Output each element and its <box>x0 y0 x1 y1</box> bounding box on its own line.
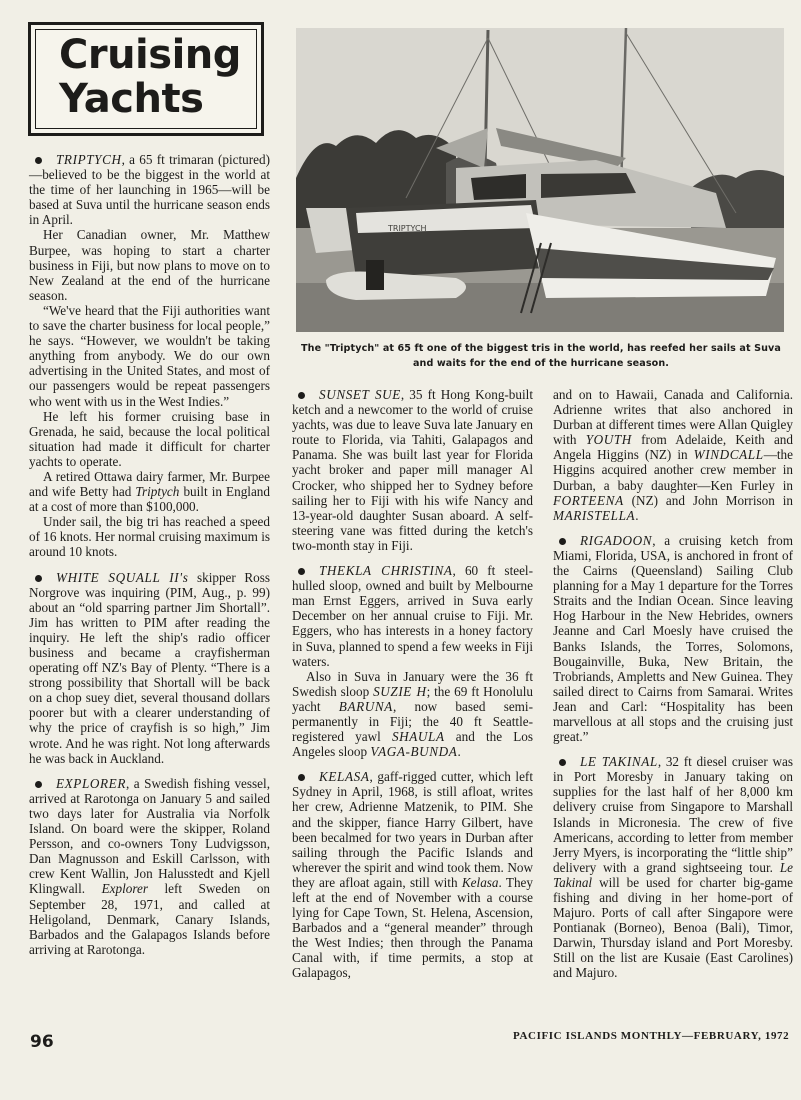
page-title-line2: Yachts <box>59 76 204 122</box>
yacht-name-sunset-sue: SUNSET SUE <box>319 387 401 402</box>
paragraph-text: , a 65 ft trimaran (pictured)—believed to be the biggest in the world at the time of her launching in 1965—will be based at Suva until the hurricane season ends in April. <box>29 152 270 228</box>
paragraph: “We've heard that the Fiji authorities want to save the charter business for local people,” he says. “However, we wouldn't be taking anything from anybody. We do our own advertising in the United States, and most of our passengers would be repeat passengers who went with us in the West Indies.” <box>29 302 270 409</box>
photo-caption: The "Triptych" at 65 ft one of the biggest tris in the world, has reefed her sails at Suva and waits for the end of the hurricane season. <box>301 343 781 369</box>
entry-rigadoon <box>553 533 793 744</box>
page-title <box>59 33 241 121</box>
paragraph-text: , 32 ft diesel cruiser was in Port Moresby in January taking on supplies for the last half of her 8,000 km delivery cruise from Singapore to Marshall Islands in Micronesia. The crew of five Americans, according to letter from member Jerry Myers, is incorporating the “little ship” delivery with a grand sightseeing tour. <box>553 754 793 875</box>
yacht-name-maristella: MARISTELLA <box>553 507 636 523</box>
paragraph-text: left Sweden on September 28, 1971, and called at Heligoland, Denmark, Canary Islands, Barbados and the Galapagos Islands before arriving at Rarotonga. <box>29 881 271 957</box>
paragraph-text: —the Higgins acquired another crew member in Durban, a baby daughter—Ken Furley in <box>553 447 793 493</box>
yacht-name-kelasa: KELASA <box>319 769 370 785</box>
paragraph-text: ; the 69 ft Honolulu yacht <box>292 683 533 714</box>
yacht-name-windcall: WINDCALL <box>693 447 764 463</box>
bullet-icon <box>298 774 305 781</box>
paragraph-text: , 35 ft Hong Kong-built ketch and a newcomer to the world of cruise yachts, was due to leave Suva late January en route to Florida, via Tahiti, Galapagos and Panama. She was built last year for Florida yacht broker and paper mill manager Al Crocker, who shipped her to Sydney before sailing her to Fiji with his wife Nancy and 13-year-old daughter Susan aboard. A self-steering vane was fitted during the ketch's two-month stay in Fiji. <box>292 387 533 553</box>
yacht-name-suzie: SUZIE H <box>373 683 427 699</box>
yacht-name-white-squall: WHITE SQUALL II's <box>56 569 189 585</box>
paragraph-text: will be used for charter big-game fishing and diving in her home-port of Majuro. Ports of call after Singapore were Pontianak (Borneo), Benoa (Bali), Timor, Darwin, Thursday island and Port Moresby. Still on the list are Kusaie (East Carolines) and Majuro. <box>553 874 793 981</box>
paragraph-text: and on to Hawaii, Canada and California. Adrienne writes that also anchored in Durban at different times were Allan Quigley with <box>553 387 793 448</box>
yacht-name-triptych: TRIPTYCH <box>56 152 122 167</box>
paragraph-text: . They left at the end of November with a course lying for Cape Town, St. Helena, Ascension, Barbados and a “general meander” through the West Indies; then through the Panama Canal with, if time permits, a stop at Galapagos, <box>292 874 533 981</box>
yacht-name-forteena: FORTEENA <box>553 492 624 508</box>
column-1 <box>29 152 270 957</box>
hull-name: TRIPTYCH <box>388 224 427 233</box>
italic-name: Le Takinal <box>553 859 793 890</box>
paragraph-text: , a Swedish fishing vessel, arrived at Rarotonga on January 5 and sailed two days later for Australia via Norfolk Island. On board were the skipper, Roland Persson, and co-owners Tony Ludvigsson, Dan Magnusson and Eskill Carlsson, with crew Kent Wallin, Jon Halusstedt and Kjell Klingwall. <box>29 775 270 897</box>
bullet-icon <box>559 759 566 766</box>
paragraph: Her Canadian owner, Mr. Matthew Burpee, was hoping to start a charter business in Fiji, but now plans to move on to New Zealand at the end of the hurricane season. <box>29 227 270 303</box>
paragraph-text: , 60 ft steel-hulled sloop, owned and built by Melbourne man Ernst Eggers, arrived in Suva early December on her annual cruise to Fiji. Mr. Eggers, who has interests in a honey factory in Suva, planned to spend a few weeks in Fiji waters. <box>292 563 533 669</box>
yacht-name-rigadoon: RIGADOON <box>580 532 653 548</box>
yacht-name-baruna: BARUNA <box>338 698 393 714</box>
paragraph-text: from Adelaide, Keith and Angela Higgins (NZ) in <box>553 432 793 463</box>
bullet-icon <box>35 157 42 164</box>
entry-sunset-sue <box>292 387 533 553</box>
column-2 <box>292 387 533 981</box>
title-box <box>28 22 264 136</box>
paragraph <box>292 669 533 760</box>
paragraph-text: , gaff-rigged cutter, which left Sydney in April, 1968, is still afloat, writes her crew, Adrienne Matzenik, to PIM. She and the skipper, fiance Harry Gilbert, have been becalmed for two years in Durban after sailing through the Pacific Islands and wherever the spirit and wind took them. Now they are afloat again, still with <box>292 769 533 890</box>
paragraph-text: . <box>635 507 639 523</box>
paragraph-text: skipper Ross Norgrove was inquiring (PIM, Aug., p. 99) about an “old sparring partner Jim Shortall”. Jim has written to PIM after reading the inquiry. He left the ship's radio officer business and became a crayfisherman operating off NZ's Bay of Plenty. “There is a strong possibility that Shortall will be back on a chop suey diet, several thousand dollars poorer but with a clearer understanding of why the price of crayfish is so high,” Jim wrote. And he was right. Not long afterwards he was back in Auckland. <box>29 569 270 766</box>
yacht-name-vagabunda: VAGA-BUNDA <box>370 744 458 760</box>
publication-footer: PACIFIC ISLANDS MONTHLY—FEBRUARY, 1972 <box>513 1030 790 1042</box>
bullet-icon <box>559 538 566 545</box>
italic-name: Explorer <box>101 881 148 897</box>
paragraph-text: Also in Suva in January were the 36 ft Swedish sloop <box>292 668 533 699</box>
trimaran-illustration <box>296 28 784 332</box>
yacht-name-le-takinal: LE TAKINAL <box>580 754 658 770</box>
entry-thekla-christina <box>292 563 533 669</box>
trimaran-photo <box>296 28 784 332</box>
paragraph-text: (NZ) and John Morrison in <box>623 492 793 508</box>
italic-name: Kelasa <box>461 874 499 890</box>
bullet-icon <box>298 392 305 399</box>
column-3 <box>553 387 793 981</box>
entry-triptych <box>29 152 270 227</box>
bullet-icon <box>35 575 42 582</box>
entry-explorer <box>29 776 270 957</box>
paragraph-text: and the Los Angeles sloop <box>292 729 534 760</box>
yacht-name-thekla: THEKLA CHRISTINA <box>319 563 453 579</box>
paragraph <box>29 469 270 514</box>
paragraph-text: . <box>457 744 461 760</box>
paragraph: Under sail, the big tri has reached a speed of 16 knots. Her normal cruising maximum is around 10 knots. <box>29 514 271 560</box>
entry-kelasa <box>292 769 533 980</box>
yacht-name-shaula: SHAULA <box>391 729 445 745</box>
yacht-name-explorer: EXPLORER <box>56 775 126 791</box>
entry-white-squall <box>29 570 270 766</box>
bullet-icon <box>298 568 305 575</box>
page-number: 96 <box>30 1032 54 1052</box>
paragraph-text: built in England at a cost of more than $100,000. <box>29 484 270 515</box>
paragraph-text: A retired Ottawa dairy farmer, Mr. Burpee and wife Betty had <box>29 468 270 500</box>
yacht-name-youth: YOUTH <box>585 432 632 448</box>
page-title-line1: Cruising <box>59 32 241 78</box>
paragraph-text: , a cruising ketch from Miami, Florida, USA, is anchored in front of the Cairns (Queensland) Sailing Club planning for a May 1 departure for the Torres Straits and the Indian Ocean. Since leaving Hog Harbour in the New Hebrides, owners Jeanne and Carl Moesly have cruised the Banks Islands, the Torres, Solomons, Bougainville, Buka, New Britain, the Trobriands, Ampletts and New Guinea. They sailed direct to Cairns from Samarai. Writes Jean and Carl: “Hospitality has been marvellous at all stops and the cruising just great.” <box>553 532 793 745</box>
bullet-icon <box>35 781 42 788</box>
italic-name: Triptych <box>135 484 180 500</box>
paragraph <box>553 387 793 523</box>
entry-le-takinal <box>553 754 793 980</box>
paragraph: He left his former cruising base in Grenada, he said, because the local political situation had made it difficult for charter yachts to operate. <box>29 408 270 469</box>
paragraph-text: , now based semi-permanently in Fiji; the 40 ft Seattle-registered yawl <box>292 698 533 745</box>
